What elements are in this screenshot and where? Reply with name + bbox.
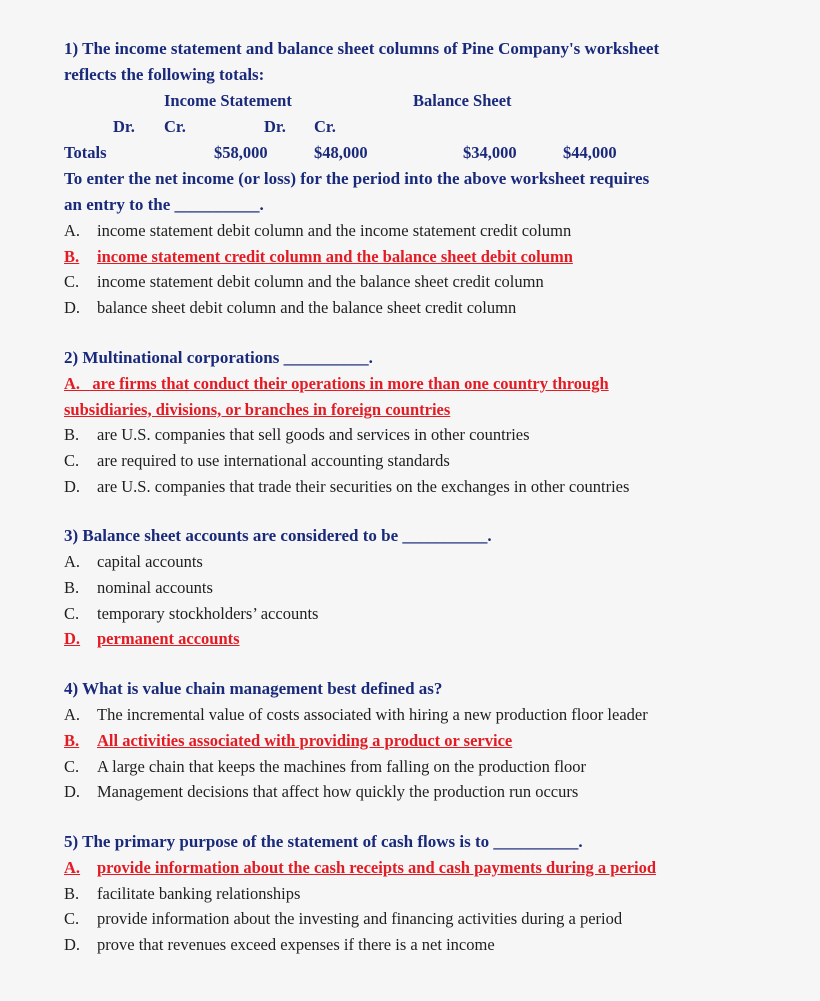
option-text: are U.S. companies that trade their securities on the exchanges in other countries bbox=[97, 476, 630, 496]
income-statement-header: Income Statement bbox=[164, 91, 292, 110]
worksheet-totals-row bbox=[64, 140, 764, 166]
option-text: A large chain that keeps the machines from falling on the production floor bbox=[97, 756, 587, 776]
answer-option bbox=[64, 932, 764, 958]
option-letter: C. bbox=[64, 272, 80, 292]
total-income-debit: $58,000 bbox=[214, 143, 268, 162]
option-letter: B. bbox=[64, 883, 80, 903]
answer-option bbox=[64, 575, 764, 601]
question-2 bbox=[64, 345, 764, 500]
correct-answer-option bbox=[64, 244, 764, 270]
balance-credit-label: Cr. bbox=[314, 117, 336, 136]
q4-stem: 4) What is value chain management best defined as? bbox=[64, 679, 443, 699]
option-letter: D. bbox=[64, 298, 81, 318]
option-letter: D. bbox=[64, 782, 81, 802]
question-3 bbox=[64, 523, 764, 652]
option-letter: A. bbox=[64, 705, 81, 725]
q1-stem-line-1: 1) The income statement and balance sheet columns of Pine Company's worksheet bbox=[64, 39, 660, 58]
answer-option bbox=[64, 549, 764, 575]
total-balance-debit: $34,000 bbox=[463, 143, 517, 162]
option-text: nominal accounts bbox=[97, 578, 213, 598]
option-text: facilitate banking relationships bbox=[97, 883, 301, 903]
option-text: provide information about the investing and financing activities during a period bbox=[97, 909, 623, 929]
worksheet-header-row bbox=[64, 88, 764, 114]
option-text: All activities associated with providing a product or service bbox=[97, 730, 513, 750]
option-text: income statement debit column and the balance sheet credit column bbox=[97, 272, 544, 292]
option-text: capital accounts bbox=[97, 552, 203, 572]
option-letter: B. bbox=[64, 246, 80, 266]
answer-option bbox=[64, 881, 764, 907]
q5-stem: 5) The primary purpose of the statement of cash flows is to __________. bbox=[64, 831, 583, 851]
q3-stem: 3) Balance sheet accounts are considered to be __________. bbox=[64, 526, 492, 546]
option-letter: C. bbox=[64, 603, 80, 623]
answer-option bbox=[64, 474, 764, 500]
option-text: permanent accounts bbox=[97, 629, 240, 649]
correct-answer-option bbox=[64, 728, 764, 754]
income-debit-label: Dr. bbox=[113, 117, 135, 136]
question-1 bbox=[64, 36, 764, 321]
option-text: Management decisions that affect how quickly the production run occurs bbox=[97, 782, 579, 802]
option-letter: C. bbox=[64, 756, 80, 776]
answer-option bbox=[64, 601, 764, 627]
option-text: balance sheet debit column and the balance sheet credit column bbox=[97, 298, 517, 318]
option-letter: A. bbox=[64, 221, 81, 240]
correct-answer-line-1: A. are firms that conduct their operations in more than one country through bbox=[64, 373, 609, 393]
option-letter: D. bbox=[64, 935, 81, 955]
option-letter: A. bbox=[64, 552, 81, 572]
option-letter: A. bbox=[64, 857, 81, 877]
answer-option bbox=[64, 422, 764, 448]
answer-option bbox=[64, 779, 764, 805]
correct-answer-line-2: subsidiaries, divisions, or branches in foreign countries bbox=[64, 399, 451, 419]
option-letter: D. bbox=[64, 476, 81, 496]
question-5 bbox=[64, 829, 764, 958]
total-income-credit: $48,000 bbox=[314, 143, 368, 162]
correct-answer-option bbox=[64, 626, 764, 652]
option-letter: B. bbox=[64, 425, 80, 445]
option-letter: B. bbox=[64, 730, 80, 750]
option-text: The incremental value of costs associated with hiring a new production floor leader bbox=[97, 705, 648, 725]
option-text: prove that revenues exceed expenses if there is a net income bbox=[97, 935, 495, 955]
option-letter: B. bbox=[64, 578, 80, 598]
option-letter: C. bbox=[64, 909, 80, 929]
option-text: income statement debit column and the income statement credit column bbox=[97, 221, 572, 240]
question-4 bbox=[64, 676, 764, 805]
option-letter: D. bbox=[64, 629, 81, 649]
balance-sheet-header: Balance Sheet bbox=[413, 91, 512, 110]
option-text: are required to use international accounting standards bbox=[97, 450, 450, 470]
worksheet-drcr-row bbox=[64, 114, 764, 140]
answer-option bbox=[64, 702, 764, 728]
answer-option bbox=[64, 906, 764, 932]
option-text: are U.S. companies that sell goods and services in other countries bbox=[97, 425, 530, 445]
option-letter: C. bbox=[64, 450, 80, 470]
answer-option bbox=[64, 269, 764, 295]
answer-option bbox=[64, 754, 764, 780]
option-text: income statement credit column and the balance sheet debit column bbox=[97, 246, 573, 266]
q2-stem: 2) Multinational corporations __________. bbox=[64, 347, 373, 367]
correct-answer-option bbox=[64, 855, 764, 881]
totals-label: Totals bbox=[64, 143, 107, 162]
total-balance-credit: $44,000 bbox=[563, 143, 617, 162]
income-credit-label: Cr. bbox=[164, 117, 186, 136]
q1-stem-line-4: an entry to the __________. bbox=[64, 195, 264, 214]
answer-option bbox=[64, 295, 764, 321]
answer-option bbox=[64, 218, 764, 244]
balance-debit-label: Dr. bbox=[264, 117, 286, 136]
option-text: temporary stockholders’ accounts bbox=[97, 603, 319, 623]
answer-option bbox=[64, 448, 764, 474]
q1-stem-line-3: To enter the net income (or loss) for the period into the above worksheet requires bbox=[64, 169, 650, 188]
quiz-document bbox=[64, 36, 764, 982]
q1-stem-line-2: reflects the following totals: bbox=[64, 65, 265, 84]
option-text: provide information about the cash receipts and cash payments during a period bbox=[97, 857, 657, 877]
